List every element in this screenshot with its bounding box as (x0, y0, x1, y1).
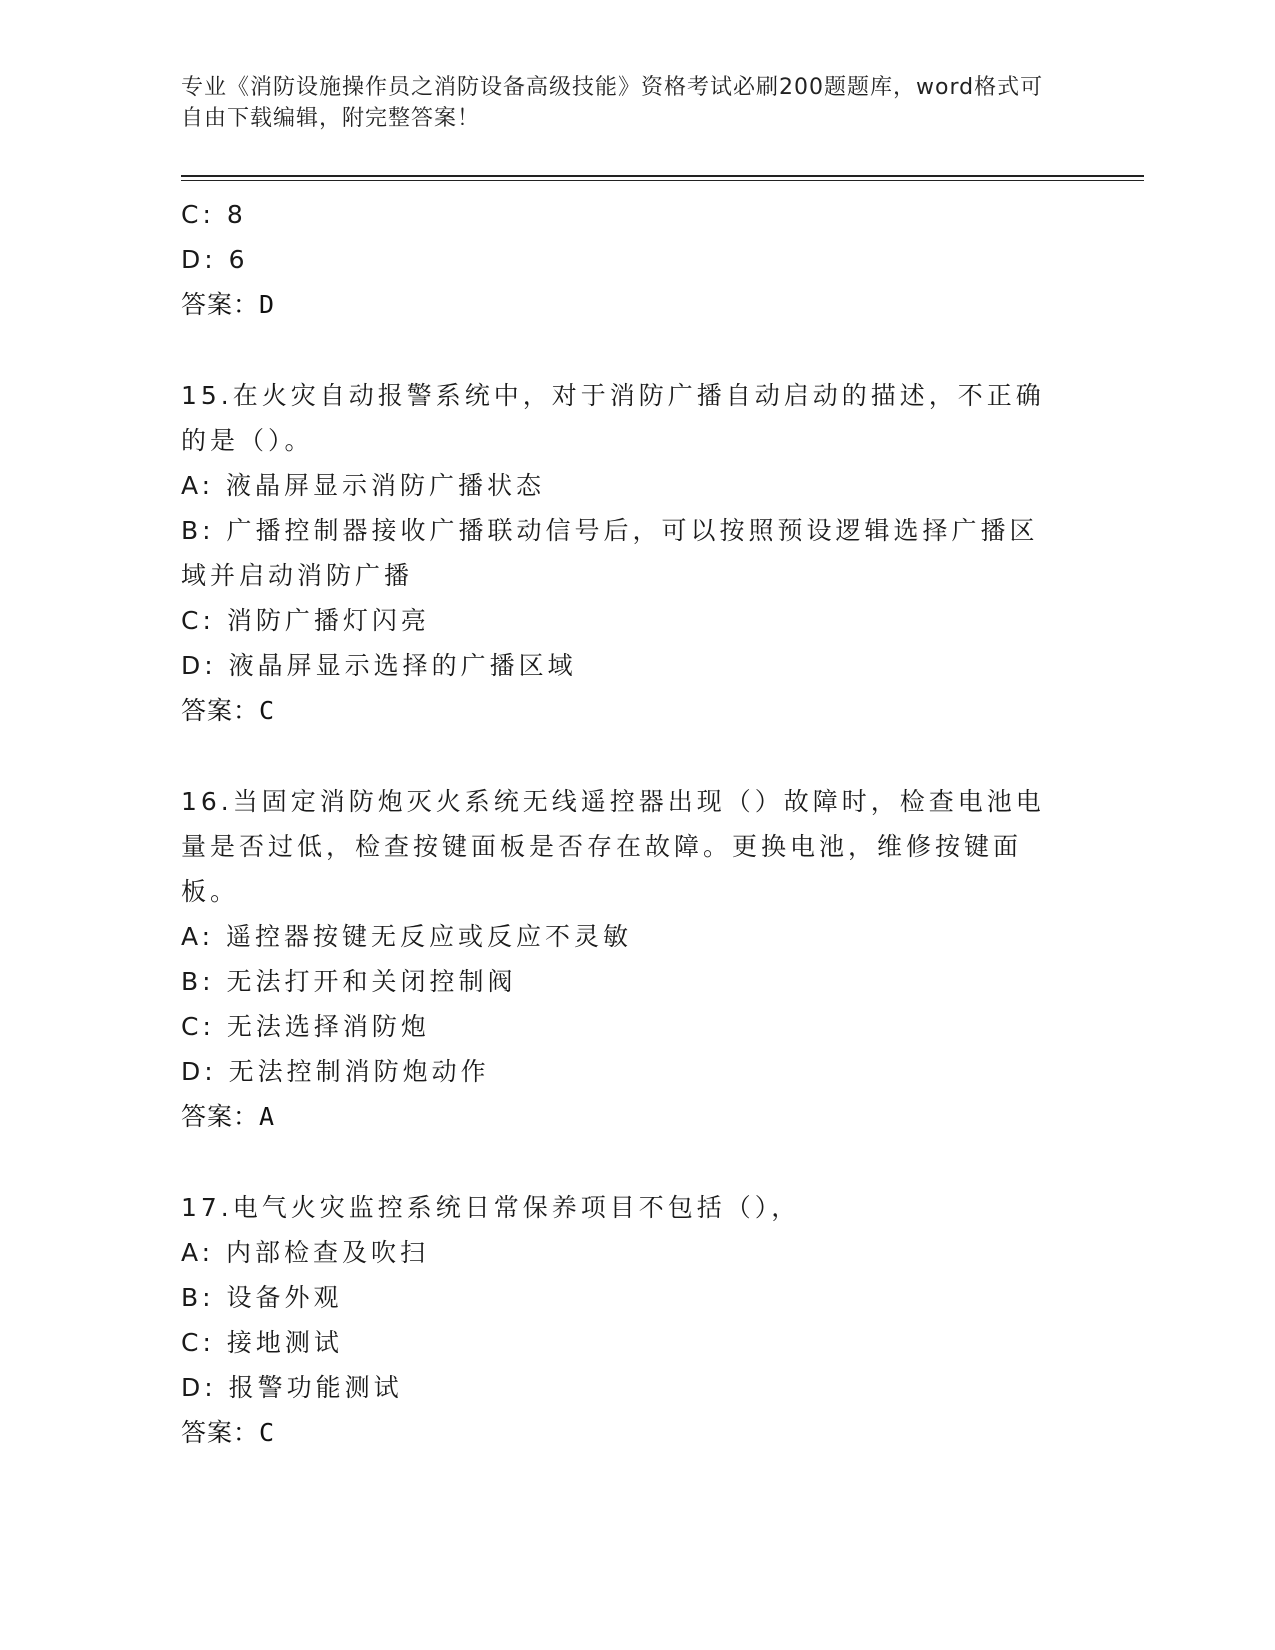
answer-value: D (259, 290, 275, 319)
option-a: A: 遥控器按键无反应或反应不灵敏 (181, 922, 633, 951)
header-divider-thick (181, 175, 1144, 177)
answer-value: C (259, 696, 275, 725)
answer-line (181, 282, 1081, 327)
answer-label: 答案： (181, 1102, 260, 1131)
header-divider-thin (181, 180, 1144, 181)
answer-label: 答案： (181, 290, 260, 319)
answer-line (181, 1410, 1081, 1455)
option-d: D: 无法控制消防炮动作 (181, 1057, 490, 1086)
option-b: B: 设备外观 (181, 1283, 343, 1312)
option-d: D: 6 (181, 245, 249, 274)
option-a: A: 内部检查及吹扫 (181, 1238, 430, 1267)
option-c: C: 8 (181, 200, 247, 229)
option-b: B: 广播控制器接收广播联动信号后，可以按照预设逻辑选择广播区域并启动消防广播 (181, 516, 1039, 590)
question-15 (181, 373, 1081, 733)
question-14-tail (181, 192, 1081, 327)
option-d: D: 报警功能测试 (181, 1373, 403, 1402)
option-b: B: 无法打开和关闭控制阀 (181, 967, 517, 996)
question-17 (181, 1185, 1081, 1455)
question-16 (181, 779, 1081, 1139)
answer-line (181, 688, 1081, 733)
question-list (181, 192, 1081, 1455)
answer-value: A (259, 1102, 275, 1131)
option-c: C: 消防广播灯闪亮 (181, 606, 430, 635)
answer-line (181, 1094, 1081, 1139)
page-header: 专业《消防设施操作员之消防设备高级技能》资格考试必刷200题题库，word格式可自由下载编辑，附完整答案！ (181, 75, 1044, 131)
option-c: C: 无法选择消防炮 (181, 1012, 430, 1041)
option-a: A: 液晶屏显示消防广播状态 (181, 471, 546, 500)
question-stem: 17.电气火灾监控系统日常保养项目不包括（）， (181, 1193, 801, 1222)
spacer (181, 327, 1081, 373)
option-c: C: 接地测试 (181, 1328, 343, 1357)
question-stem: 15.在火灾自动报警系统中，对于消防广播自动启动的描述，不正确的是（）。 (181, 381, 1045, 455)
question-stem: 16.当固定消防炮灭火系统无线遥控器出现（）故障时，检查电池电量是否过低，检查按键面板是否存在故障。更换电池，维修按键面板。 (181, 787, 1045, 906)
answer-value: C (259, 1418, 275, 1447)
option-d: D: 液晶屏显示选择的广播区域 (181, 651, 577, 680)
answer-label: 答案： (181, 1418, 260, 1447)
spacer (181, 733, 1081, 779)
spacer (181, 1139, 1081, 1185)
answer-label: 答案： (181, 696, 260, 725)
